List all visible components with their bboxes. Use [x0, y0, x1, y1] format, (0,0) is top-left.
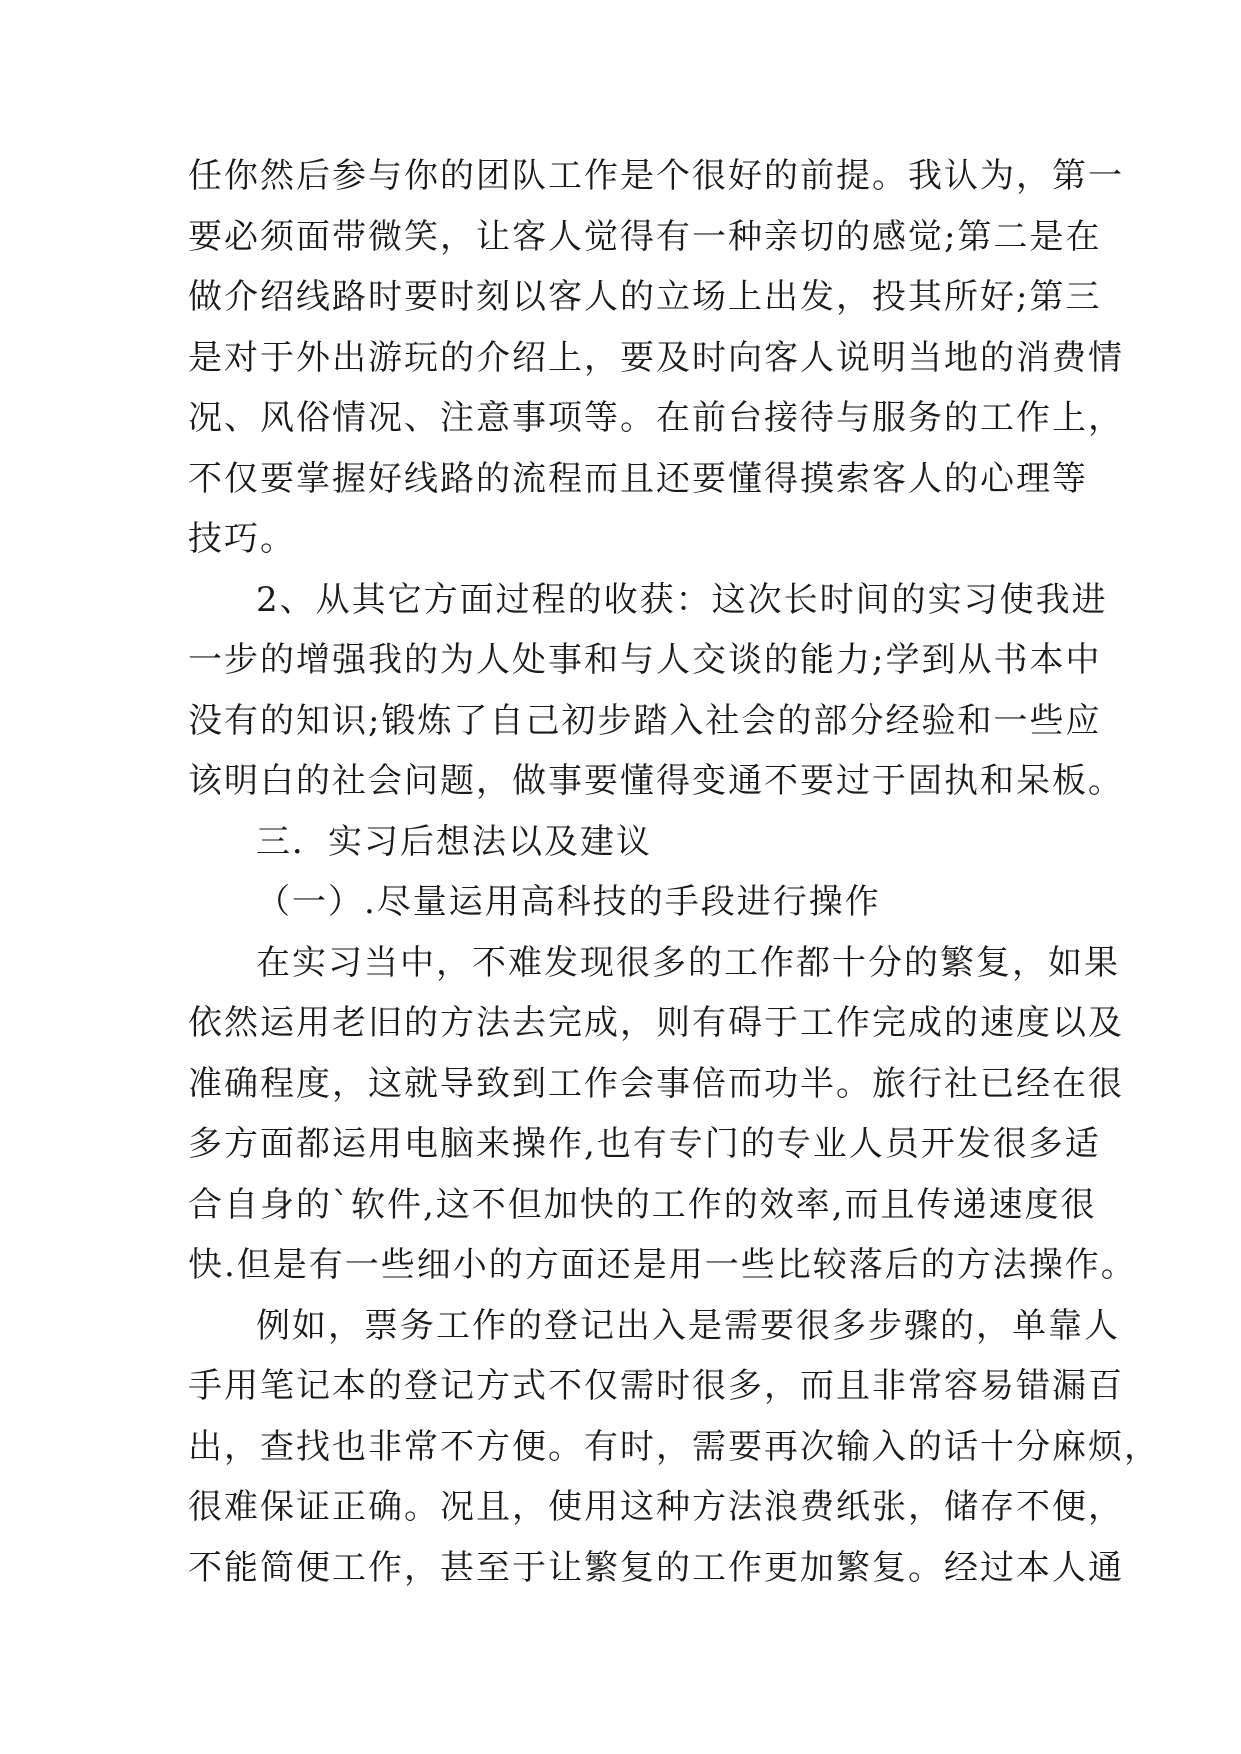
text-line: 没有的知识;锻炼了自己初步踏入社会的部分经验和一些应	[188, 700, 1102, 741]
text-line: 多方面都运用电脑来操作,也有专门的专业人员开发很多适	[188, 1124, 1101, 1164]
text-line: 况、风俗情况、注意事项等。在前台接待与服务的工作上，	[188, 398, 1124, 438]
text-line: 技巧。	[188, 519, 296, 559]
text-line: 不仅要掌握好线路的流程而且还要懂得摸索客人的心理等	[188, 458, 1088, 499]
document-body	[188, 146, 1160, 1598]
text-line: 准确程度，这就导致到工作会事倍而功半。旅行社已经在很	[188, 1063, 1124, 1104]
text-line: 例如，票务工作的登记出入是需要很多步骤的，单靠人	[256, 1305, 1120, 1346]
subsection-heading: （一）.尽量运用高科技的手段进行操作	[256, 882, 881, 922]
text-line: 2、从其它方面过程的收获：这次长时间的实习使我进	[256, 579, 1108, 620]
section-heading: 三．实习后想法以及建议	[256, 821, 652, 862]
text-line: 出，查找也非常不方便。有时，需要再次输入的话十分麻烦，	[188, 1426, 1160, 1467]
text-line: 依然运用老旧的方法去完成，则有碍于工作完成的速度以及	[188, 1003, 1124, 1043]
text-line: 任你然后参与你的团队工作是个很好的前提。我认为，第一	[188, 156, 1124, 196]
text-line: 手用笔记本的登记方式不仅需时很多，而且非常容易错漏百	[188, 1366, 1124, 1406]
text-line: 快.但是有一些细小的方面还是用一些比较落后的方法操作。	[188, 1245, 1137, 1285]
text-line: 合自身的`软件,这不但加快的工作的效率,而且传递速度很	[188, 1184, 1097, 1225]
text-line: 一步的增强我的为人处事和与人交谈的能力;学到从书本中	[188, 640, 1102, 680]
text-line: 很难保证正确。况且，使用这种方法浪费纸张，储存不便，	[188, 1487, 1124, 1527]
text-line: 要必须面带微笑，让客人觉得有一种亲切的感觉;第二是在	[188, 216, 1102, 257]
text-line: 是对于外出游玩的介绍上，要及时向客人说明当地的消费情	[188, 337, 1124, 378]
text-line: 该明白的社会问题，做事要懂得变通不要过于固执和呆板。	[188, 761, 1124, 801]
text-line: 做介绍线路时要时刻以客人的立场上出发，投其所好;第三	[188, 277, 1102, 317]
text-line: 在实习当中，不难发现很多的工作都十分的繁复，如果	[256, 942, 1120, 983]
text-line: 不能简便工作，甚至于让繁复的工作更加繁复。经过本人通	[188, 1547, 1124, 1588]
